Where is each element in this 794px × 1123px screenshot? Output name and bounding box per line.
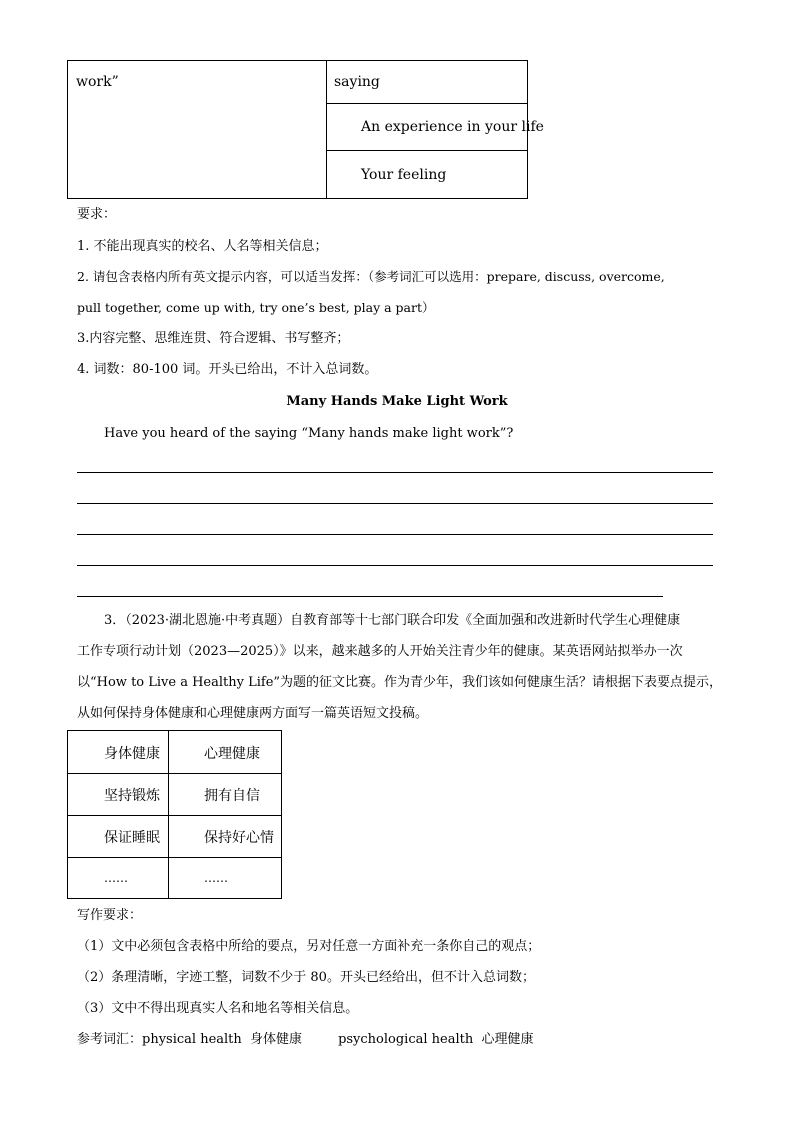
writing-line: [77, 503, 713, 504]
table-divider: [326, 61, 327, 198]
vocabulary-meaning: 身体健康: [250, 1032, 303, 1047]
essay-title: Many Hands Make Light Work: [286, 394, 508, 409]
health-table: [67, 730, 282, 899]
requirement-item: 3.内容完整、思维连贯、符合逻辑、书写整齐；: [77, 331, 350, 346]
table-divider: [68, 773, 281, 774]
requirement-item: pull together, come up with, try one’s best, play a part）: [77, 300, 435, 315]
vocabulary-term: psychological health: [338, 1032, 474, 1047]
writing-line: [77, 534, 713, 535]
vocabulary-term: physical health: [142, 1032, 242, 1047]
table-cell: 身体健康: [104, 746, 160, 762]
essay-opening: Have you heard of the saying “Many hands make light work”?: [104, 426, 514, 441]
writing-requirement-item: （3）文中不得出现真实人名和地名等相关信息。: [77, 1001, 359, 1016]
table-cell: saying: [334, 74, 380, 90]
table-cell: work”: [76, 74, 119, 90]
question3-text: 工作专项行动计划（2023—2025）》以来，越来越多的人开始关注青少年的健康。某英语网站拟举办一次: [77, 644, 683, 659]
table-cell: Your feeling: [361, 167, 447, 183]
writing-requirements-heading: 写作要求：: [77, 908, 143, 923]
vocabulary-line: [77, 1031, 534, 1049]
table-cell: An experience in your life: [361, 119, 544, 135]
table-cell: 保证睡眠: [104, 830, 160, 846]
writing-line: [77, 472, 713, 473]
prompt-table: [67, 60, 544, 199]
writing-requirement-item: （1）文中必须包含表格中所给的要点，另对任意一方面补充一条你自己的观点；: [77, 939, 541, 954]
table-cell: 保持好心情: [204, 830, 274, 846]
vocabulary-meaning: 心理健康: [481, 1032, 534, 1047]
table-divider: [68, 857, 281, 858]
table-divider: [68, 815, 281, 816]
table-cell: 心理健康: [204, 746, 260, 762]
writing-line: [77, 596, 663, 597]
question3-text: 3．（2023·湖北恩施·中考真题）自教育部等十七部门联合印发《全面加强和改进新时代学生心理健康: [104, 613, 681, 628]
table-cell: ……: [204, 871, 228, 885]
requirement-item: 2. 请包含表格内所有英文提示内容，可以适当发挥：（参考词汇可以选用：prepare, discuss, overcome,: [77, 269, 665, 284]
requirement-item: 1. 不能出现真实的校名、人名等相关信息；: [77, 239, 328, 254]
requirements-heading: 要求：: [77, 207, 117, 222]
table-cell: 拥有自信: [204, 788, 260, 804]
table-cell: ……: [104, 871, 128, 885]
question3-text: 以“How to Live a Healthy Life”为题的征文比赛。作为青少年，我们该如何健康生活？请根据下表要点提示，: [77, 675, 723, 690]
table-divider: [326, 150, 527, 151]
requirement-item: 4. 词数：80-100 词。开头已给出，不计入总词数。: [77, 362, 378, 377]
table-divider: [326, 103, 527, 104]
writing-line: [77, 565, 713, 566]
writing-requirement-item: （2）条理清晰，字迹工整，词数不少于 80。开头已经给出，但不计入总词数；: [77, 970, 535, 985]
table-cell: 坚持锻炼: [104, 788, 160, 804]
question3-text: 从如何保持身体健康和心理健康两方面写一篇英语短文投稿。: [77, 706, 429, 721]
vocabulary-label: 参考词汇：: [77, 1032, 143, 1047]
